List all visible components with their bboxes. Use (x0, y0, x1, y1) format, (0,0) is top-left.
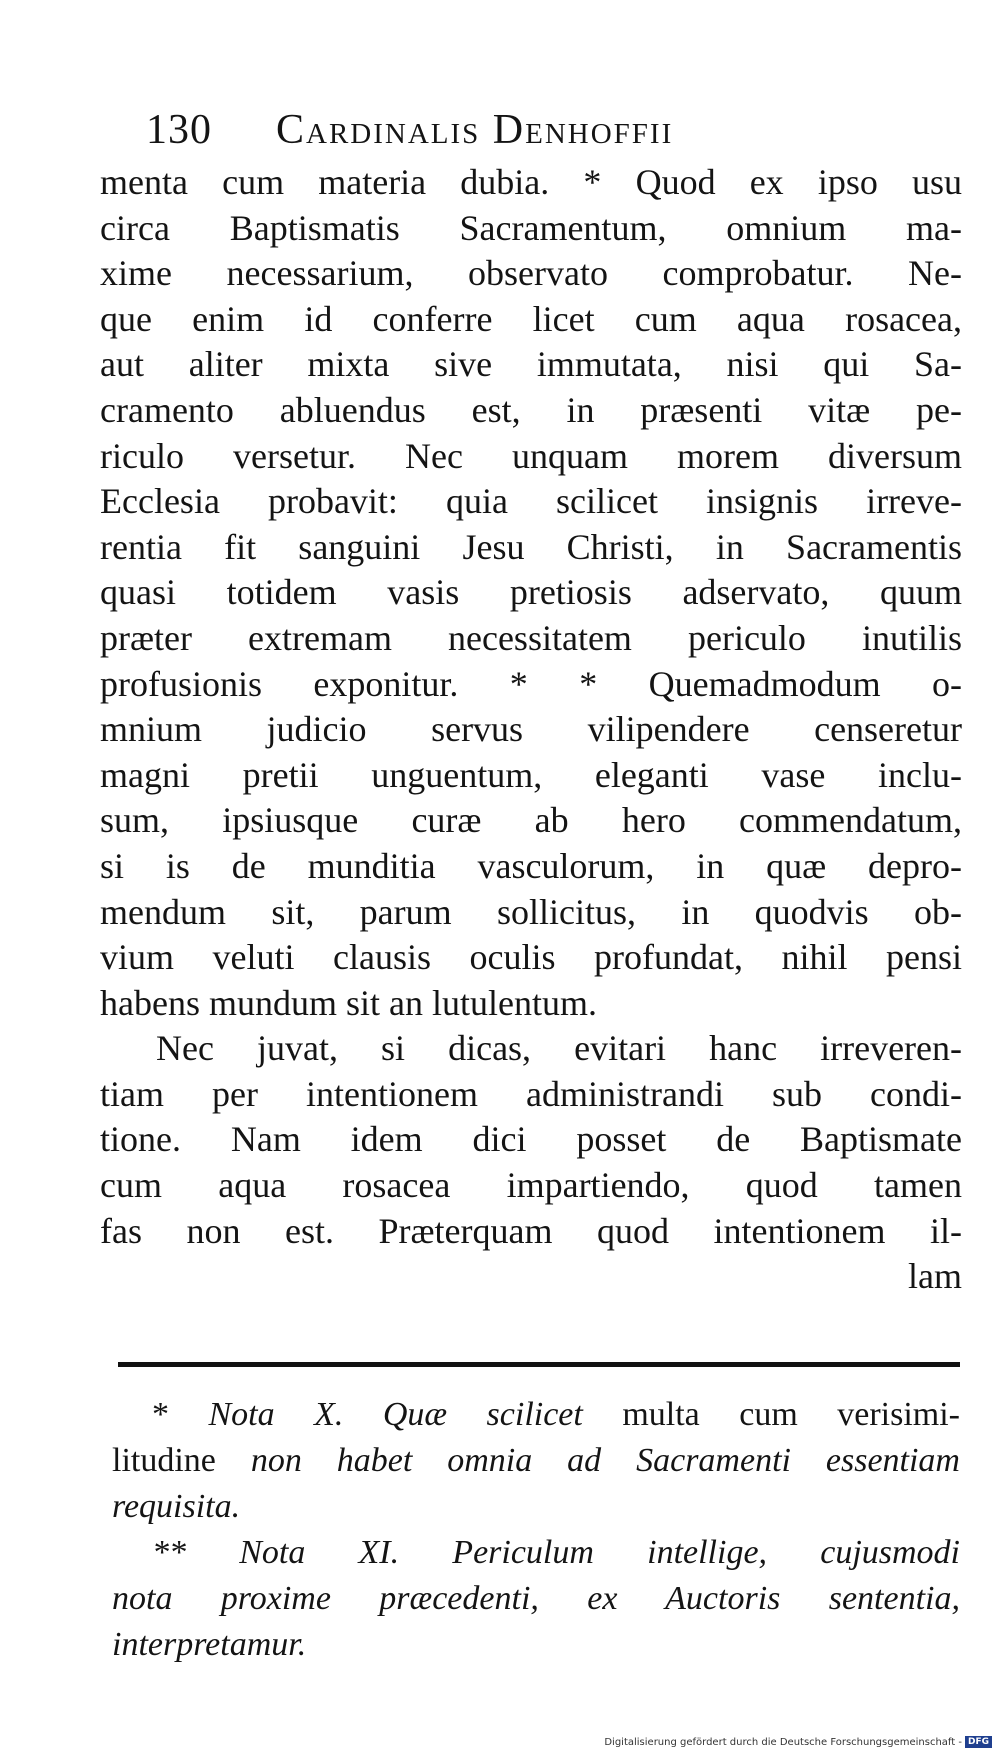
text-line: si is de munditia vasculorum, in quæ depro- (100, 845, 962, 886)
text-line: tiam per intentionem administrandi sub condi- (100, 1073, 962, 1114)
text-line: sum, ipsiusque curæ ab hero commendatum, (100, 800, 962, 841)
text-line: riculo versetur. Nec unquam morem diversum (100, 435, 962, 476)
text-line: xime necessarium, observato comprobatur. Ne- (100, 253, 962, 294)
text-line: que enim id conferre licet cum aqua rosacea, (100, 298, 962, 339)
text-line: habens mundum sit an lutulentum. (100, 982, 597, 1023)
text-line: circa Baptismatis Sacramentum, omnium ma- (100, 207, 962, 248)
text-line: profusionis exponitur. * * Quemadmodum o- (100, 663, 962, 704)
catchword: lam (908, 1256, 962, 1297)
text-line: quasi totidem vasis pretiosis adservato, quum (100, 572, 962, 613)
page-number: 130 (146, 107, 212, 153)
footnote-line (112, 1530, 960, 1576)
text-line: rentia fit sanguini Jesu Christi, in Sacramentis (100, 526, 962, 567)
text-line: mnium judicio servus vilipendere censeretur (100, 709, 962, 750)
text-line: Ecclesia probavit: quia scilicet insignis irreve- (100, 481, 962, 522)
footnote-line (112, 1392, 960, 1438)
footnote-line: requisita. (112, 1488, 241, 1525)
text-line: mendum sit, parum sollicitus, in quodvis ob- (100, 891, 962, 932)
text-line: tione. Nam idem dici posset de Baptismate (100, 1119, 962, 1160)
text-line: præter extremam necessitatem periculo inutilis (100, 617, 962, 658)
footnote-rule (118, 1362, 960, 1367)
text-line: aut aliter mixta sive immutata, nisi qui Sa- (100, 344, 962, 385)
footnote-line: nota proxime præcedenti, ex Auctoris sententia, (112, 1580, 960, 1617)
footnote-marker: ** (152, 1534, 186, 1571)
text-line: cum aqua rosacea impartiendo, quod tamen (100, 1165, 962, 1206)
footnote-italic: Quæ scilicet (382, 1396, 583, 1433)
text-line: menta cum materia dubia. * Quod ex ipso usu (100, 162, 962, 202)
text-line: magni pretii unguentum, eleganti vase inclu- (100, 754, 962, 795)
text-line: vium veluti clausis oculis profundat, nihil pensi (100, 937, 962, 978)
footnote-text: Nota XI. Periculum intellige, cujusmodi (239, 1534, 960, 1571)
footnote-line: interpretamur. (112, 1626, 307, 1663)
digitization-credit (604, 1736, 992, 1748)
running-title: Cardinalis Denhoffii (276, 107, 674, 153)
footnote-marker: * (152, 1396, 169, 1433)
page-header (120, 106, 880, 160)
footnote-label: Nota X. (208, 1396, 344, 1433)
footnote-italic: non habet omnia ad Sacramenti essentiam (250, 1442, 960, 1479)
text-line: Nec juvat, si dicas, evitari hanc irreveren- (156, 1028, 962, 1069)
footnote-text: multa cum verisimi- (622, 1396, 960, 1433)
credit-text: Digitalisierung gefördert durch die Deutsche Forschungsgemeinschaft - (604, 1736, 962, 1748)
footnotes (112, 1392, 960, 1668)
footnote-text: litudine (112, 1442, 216, 1479)
text-line: cramento abluendus est, in præsenti vitæ pe- (100, 389, 962, 430)
footnote-line (112, 1438, 960, 1484)
dfg-logo: DFG (965, 1736, 992, 1748)
text-line: fas non est. Præterquam quod intentionem il- (100, 1210, 962, 1251)
main-text (100, 160, 962, 1300)
